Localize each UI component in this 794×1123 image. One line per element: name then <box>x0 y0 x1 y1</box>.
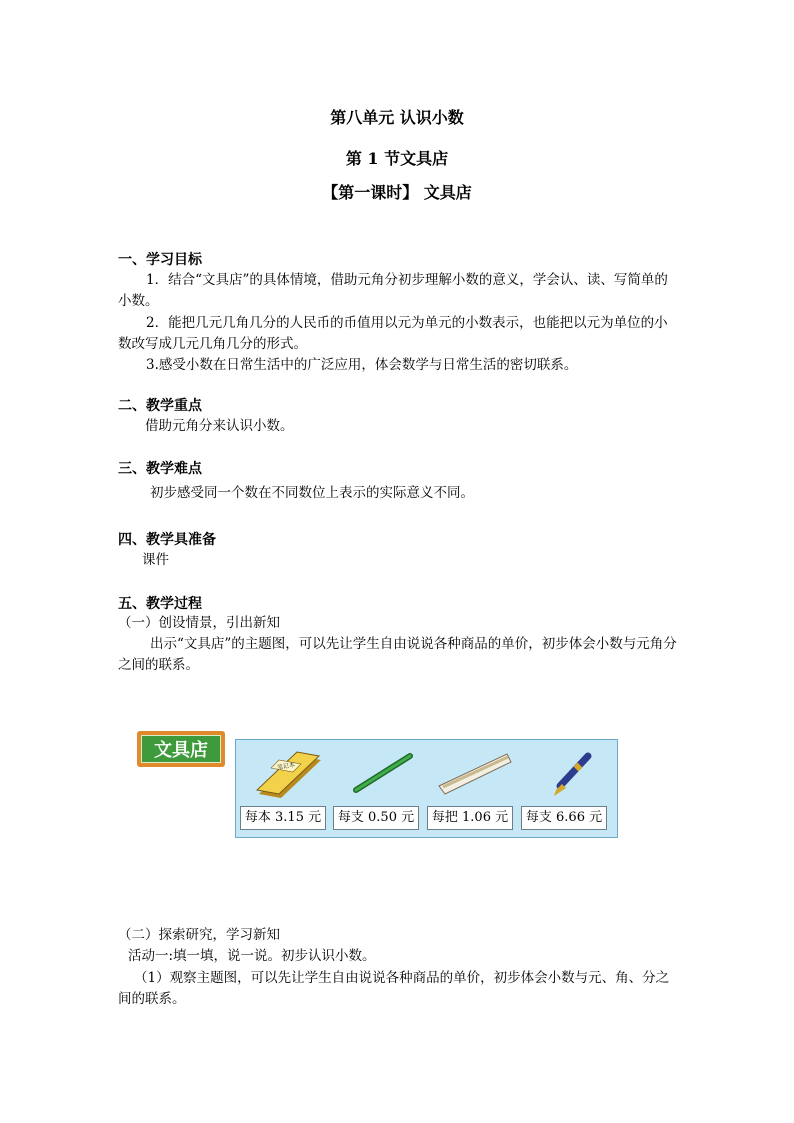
notebook-item <box>241 746 327 800</box>
ruler-item <box>431 746 517 800</box>
pencil-icon <box>336 746 422 800</box>
lesson-title: 【第一课时】 文具店 <box>322 183 472 202</box>
key-points-text: 借助元角分来认识小数。 <box>145 418 294 434</box>
notebook-icon <box>241 746 327 800</box>
step2-title: （二）探索研究，学习新知 <box>118 927 280 943</box>
objective-item-3: 3.感受小数在日常生活中的广泛应用，体会数学与日常生活的密切联系。 <box>146 357 578 373</box>
activity-1-item-1: （1）观察主题图，可以先让学生自由说说各种商品的单价，初步体会小数与元、角、分之间的联系。 <box>118 970 670 1007</box>
ruler-icon <box>431 746 517 800</box>
step1-title: （一）创设情景，引出新知 <box>118 615 280 631</box>
preparation-text: 课件 <box>142 552 169 568</box>
unit-title: 第八单元 认识小数 <box>330 108 464 127</box>
activity-1: 活动一:填一填，说一说。初步认识小数。 <box>128 948 376 964</box>
shop-sign <box>137 731 225 767</box>
price-label-pencil: 每支 0.50 元 <box>333 806 419 830</box>
preparation-heading: 四、教学具准备 <box>118 532 216 548</box>
pen-item <box>526 746 612 800</box>
step1-text: 出示“文具店”的主题图，可以先让学生自由说说各种商品的单价，初步体会小数与元角分之间的联系。 <box>118 636 677 673</box>
notebook-label: 笔记本 <box>276 761 296 772</box>
section-title: 第 1 节文具店 <box>345 149 449 168</box>
objectives-heading: 一、学习目标 <box>118 252 202 268</box>
process-heading: 五、教学过程 <box>118 596 202 612</box>
pencil-item <box>336 746 422 800</box>
key-points-heading: 二、教学重点 <box>118 398 202 414</box>
objective-item-2: 2．能把几元几角几分的人民币的币值用以元为单元的小数表示，也能把以元为单位的小数改写成几元几角几分的形式。 <box>118 315 668 352</box>
objective-item-1: 1．结合“文具店”的具体情境，借助元角分初步理解小数的意义，学会认、读、写简单的小数。 <box>118 272 668 309</box>
difficulties-heading: 三、教学难点 <box>118 461 202 477</box>
price-label-notebook: 每本 3.15 元 <box>240 806 326 830</box>
difficulties-text: 初步感受同一个数在不同数位上表示的实际意义不同。 <box>150 485 474 501</box>
price-label-ruler: 每把 1.06 元 <box>427 806 513 830</box>
shop-shelf <box>235 739 618 838</box>
price-label-pen: 每支 6.66 元 <box>521 806 607 830</box>
pen-icon <box>526 746 612 800</box>
shop-sign-text: 文具店 <box>141 735 221 763</box>
